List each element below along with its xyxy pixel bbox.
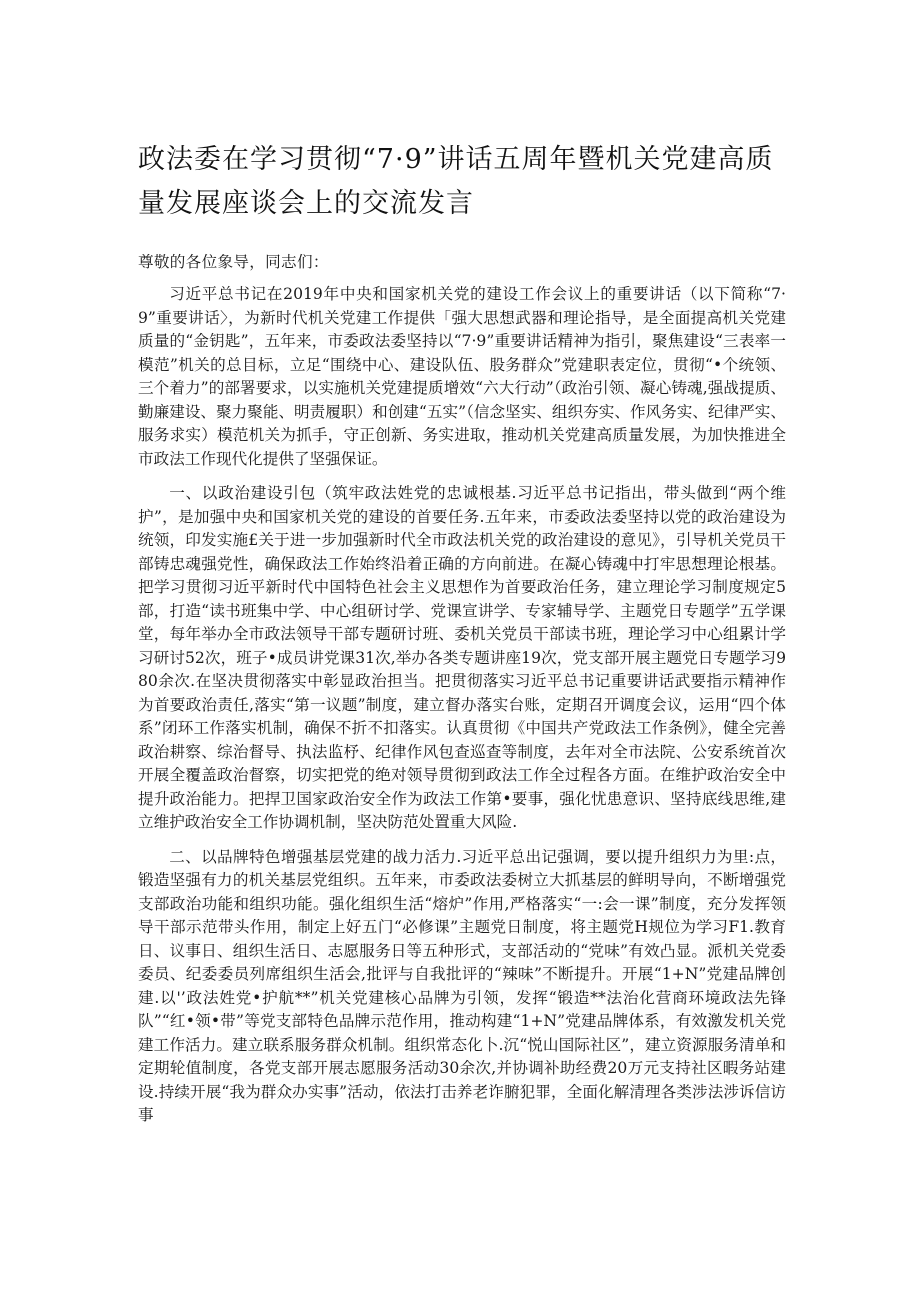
document-title: 政法委在学习贯彻“7·9”讲话五周年暨机关党建高质量发展座谈会上的交流发言 <box>138 144 774 219</box>
paragraph-section-2: 二、以品牌特色增强基层党建的战力活力.习近平总出记强调，要以提升组织力为里:点，锻造坚强有力的机关基层党组织。五年来，市委政法委树立大抓基层的鲜明导向，不断增强党支部政治功能和组织功能。强化组织生活“熔炉”作用,严格落实“一:会一课”制度，充分发挥领导干部示范带头作用，制定上好五门“必修课”主题党日制度，将主题党H规位为学习F1.教育日、议事日、组织生活日、志愿服务日等五种形式，支部活动的“党味”有效凸显。派机关党委委员、纪委委员列席组织生活会,批评与自我批评的“辣味”不断提升。开展“1+N”党建品牌创建.以'’政法姓党•护航**”机关党建核心品牌为引领，发挥“锻造**法治化营商环境政法先锋队”“红•领•带”等党支部特色品牌示范作用，推动构建“1+N”党建品牌体系，有效激发机关党建工作活力。建立联系服务群众机制。组织常态化卜.沉“悦山国际社区”，建立资源服务清单和定期轮值制度，各党支部开展志愿服务活动30余次,并协调补助经费20万元支持社区暇务站建设.持续开展“我为群众办实事”活动，依法打击养老诈腑犯罪，全面化解清理各类涉法涉诉信访事 <box>138 847 786 1124</box>
paragraph-intro: 习近平总书记在2019年中央和国家机关党的建设工作会议上的重要讲话（以下简称“7·9”重要讲话〉，为新时代机关党建工作提供「强大思想武器和理论指导，是全面提高机关党建质量的“金钥匙”，五年来，市委政法委坚持以“7·9”重要讲话精神为指引，聚焦建设“三表率一模范”机关的总目标，立足“围绕中心、建设队伍、股务群众”党建职表定位，贯彻“•个统领、三个着力”的部署要求，以实施机关党建提质增效“六大行动”（政治引领、凝心铸魂,强战提质、勤廉建设、聚力聚能、明责履职）和创建“五实”（信念坚实、组织夯实、作风务实、纪律严实、服务求实）模范机关为抓手，守正创新、务实进取，推动机关党建高质量发展，为加快推进全市政法工作现代化提供了坚强保证。 <box>138 285 786 468</box>
salutation: 尊敬的各位象导，同志们： <box>138 253 329 271</box>
document-page <box>138 138 786 1128</box>
paragraph-section-1: 一、以政治建设引包（筑牢政法姓党的忠诚根基.习近平总书记指出，带头做到“两个维护”，是加强中央和国家机关党的建设的首要任务.五年来，市委政法委坚持以党的政治建设为统领，印发实施£关于进一步加强新时代全市政法机关党的政治建设的意见》，引导机关党员干部铸忠魂强党性，确保政法工作始终沿着正确的方向前进。在凝心铸魂中打牢思想理论根基。把学习贯彻习近平新时代中国特色社会主义思想作为首要政治任务，建立理论学习制度规定5部，打造“读书班集中学、中心组研讨学、党课宣讲学、专家辅导学、主题党日专题学”五学课堂，每年举办全市政法领导干部专题研讨班、委机关党员干部读书班，理论学习中心组累计学习研讨52次，班子•成员讲党课31次,举办各类专题讲座19次，党支部开展主题党日专题学习980余次.在坚决贯彻落实中彰显政治担当。把贯彻落实习近平总书记重要讲话武要指示精神作为首要政治责任,落实“第一议题”制度，建立督办落实台账，定期召开调度会议，运用“四个体系”闭环工作落实机制，确保不折不扣落实。认真贯彻《中国共产党政法工作条例》，健全完善政治耕察、综治督导、执法监杼、纪律作风包查巡查等制度，去年对全市法院、公安系统首次开展全覆盖政治督察，切实把党的绝对领导贯彻到政法工作全过程各方面。在维护政治安全中提升政治能力。把捍卫国家政治安全作为政法工作第•要事，强化忧患意识、坚持底线思维,建立维护政治安全工作协调机制，坚决防范处置重大风险. <box>138 484 786 831</box>
